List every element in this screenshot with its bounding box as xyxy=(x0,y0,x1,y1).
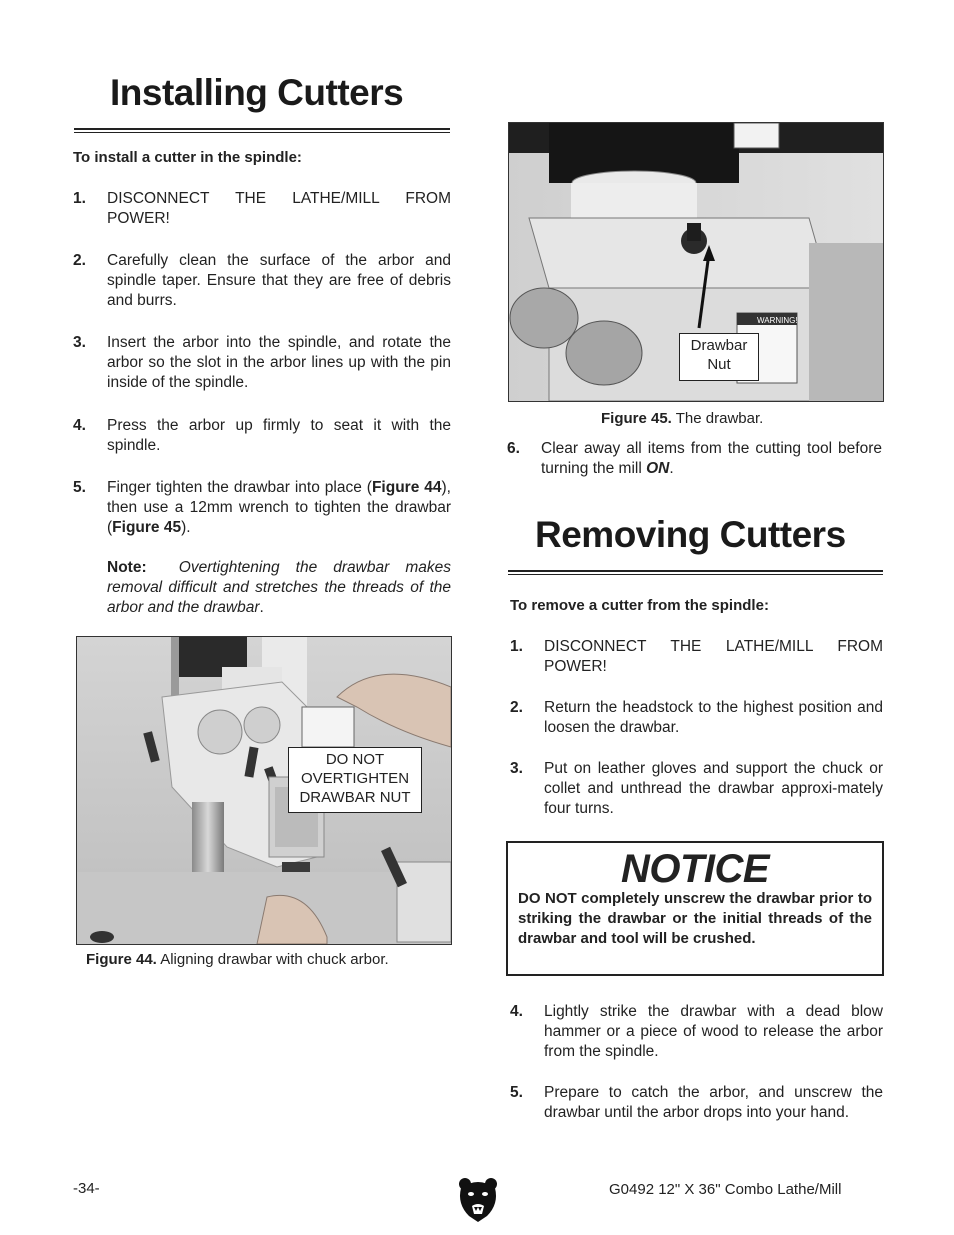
figure-caption-text: The drawbar. xyxy=(675,410,764,427)
figure-44-caption xyxy=(86,951,389,968)
page-title-installing: Installing Cutters xyxy=(110,72,404,113)
callout-line: Drawbar xyxy=(690,337,748,354)
step-number: 4. xyxy=(73,417,86,434)
remove-step-3 xyxy=(510,759,883,820)
figure-ref: Figure 44 xyxy=(371,479,442,496)
step-number: 4. xyxy=(510,1003,523,1020)
step-number: 3. xyxy=(73,334,86,351)
note-text-block: Note: Overtightening the drawbar makes removal difficult and stretches the threads of the arbor and the drawbar. xyxy=(107,559,451,617)
figure-caption-text: Aligning drawbar with chuck arbor. xyxy=(160,951,389,968)
install-step-3 xyxy=(73,333,451,394)
notice-text: DO NOT completely unscrew the drawbar prior to striking the drawbar or the initial threads of the drawbar and tool will be crushed. xyxy=(518,890,872,948)
step-number: 1. xyxy=(510,638,523,655)
step-text: Insert the arbor into the spindle, and rotate the arbor so the slot in the arbor lines up with the pin inside of the spindle. xyxy=(107,334,451,392)
callout-line: DO NOT xyxy=(325,751,385,768)
step-text-part: Clear away all items from the cutting tool before turning the mill xyxy=(541,440,882,478)
notice-box xyxy=(506,841,884,976)
remove-step-4 xyxy=(510,1002,883,1063)
fig45-callout xyxy=(679,333,759,381)
install-step-1 xyxy=(73,189,451,229)
page-number: -34- xyxy=(73,1180,100,1197)
step-number: 3. xyxy=(510,760,523,777)
step-text-part: ), then use a 12mm wrench to tighten the drawbar ( xyxy=(107,479,451,537)
remove-step-5 xyxy=(510,1083,883,1123)
callout-line: OVERTIGHTEN xyxy=(300,770,410,787)
figure-ref: Figure 45 xyxy=(112,519,182,537)
step-text: Carefully clean the surface of the arbor and spindle taper. Ensure that they are free of debris and burrs. xyxy=(107,252,451,310)
install-step-4 xyxy=(73,416,451,456)
step-text-part: ). xyxy=(181,519,191,537)
remove-step-1 xyxy=(510,637,883,677)
step-text: Prepare to catch the arbor, and unscrew the drawbar until the arbor drops into your hand. xyxy=(544,1084,883,1122)
step-text: DISCONNECT THE LATHE/MILL FROM POWER! xyxy=(107,190,451,228)
install-note xyxy=(73,558,451,619)
bear-logo-icon xyxy=(457,1176,499,1222)
callout-line: Nut xyxy=(707,356,731,373)
figure-label: Figure 44. xyxy=(86,951,157,968)
footer-model: G0492 12" X 36" Combo Lathe/Mill xyxy=(609,1181,842,1198)
step-text: DISCONNECT THE LATHE/MILL FROM POWER! xyxy=(544,638,883,676)
figure-label: Figure 45. xyxy=(601,410,672,427)
fig44-callout xyxy=(288,747,422,813)
step-number: 5. xyxy=(73,479,86,496)
figure-45-caption xyxy=(601,410,763,427)
note-label: Note: xyxy=(107,559,147,576)
step-number: 5. xyxy=(510,1084,523,1101)
figure-44-image xyxy=(76,636,452,945)
notice-title: NOTICE xyxy=(620,847,770,891)
step-number: 6. xyxy=(507,440,520,457)
install-step-2 xyxy=(73,251,451,312)
step-text: Put on leather gloves and support the chuck or collet and unthread the drawbar approxi-mately four turns. xyxy=(544,760,883,818)
remove-step-2 xyxy=(510,698,883,738)
step-number: 2. xyxy=(510,699,523,716)
step-text: Return the headstock to the highest position and loosen the drawbar. xyxy=(544,699,883,737)
step-text-part: Finger tighten the drawbar into place ( xyxy=(107,479,372,496)
step-text xyxy=(107,478,451,539)
remove-intro: To remove a cutter from the spindle: xyxy=(510,597,769,614)
warning-label-text: WARNING! xyxy=(757,316,798,325)
on-emphasis: ON xyxy=(646,460,670,478)
install-step-5 xyxy=(73,478,451,539)
step-text: Press the arbor up firmly to seat it with the spindle. xyxy=(107,417,451,455)
figure-45-image xyxy=(508,122,884,402)
step-number: 2. xyxy=(73,252,86,269)
callout-line: DRAWBAR NUT xyxy=(299,789,411,806)
install-intro: To install a cutter in the spindle: xyxy=(73,149,302,166)
note-text: Overtightening the drawbar makes removal difficult and stretches the threads of the arbor and the drawbar xyxy=(107,559,451,617)
step-number: 1. xyxy=(73,190,86,207)
step-text: Lightly strike the drawbar with a dead blow hammer or a piece of wood to release the arbor from the spindle. xyxy=(544,1003,883,1061)
install-step-6 xyxy=(507,439,882,479)
step-text: Clear away all items from the cutting tool before turning the mill ON. xyxy=(541,440,882,478)
page-title-removing: Removing Cutters xyxy=(535,514,846,555)
